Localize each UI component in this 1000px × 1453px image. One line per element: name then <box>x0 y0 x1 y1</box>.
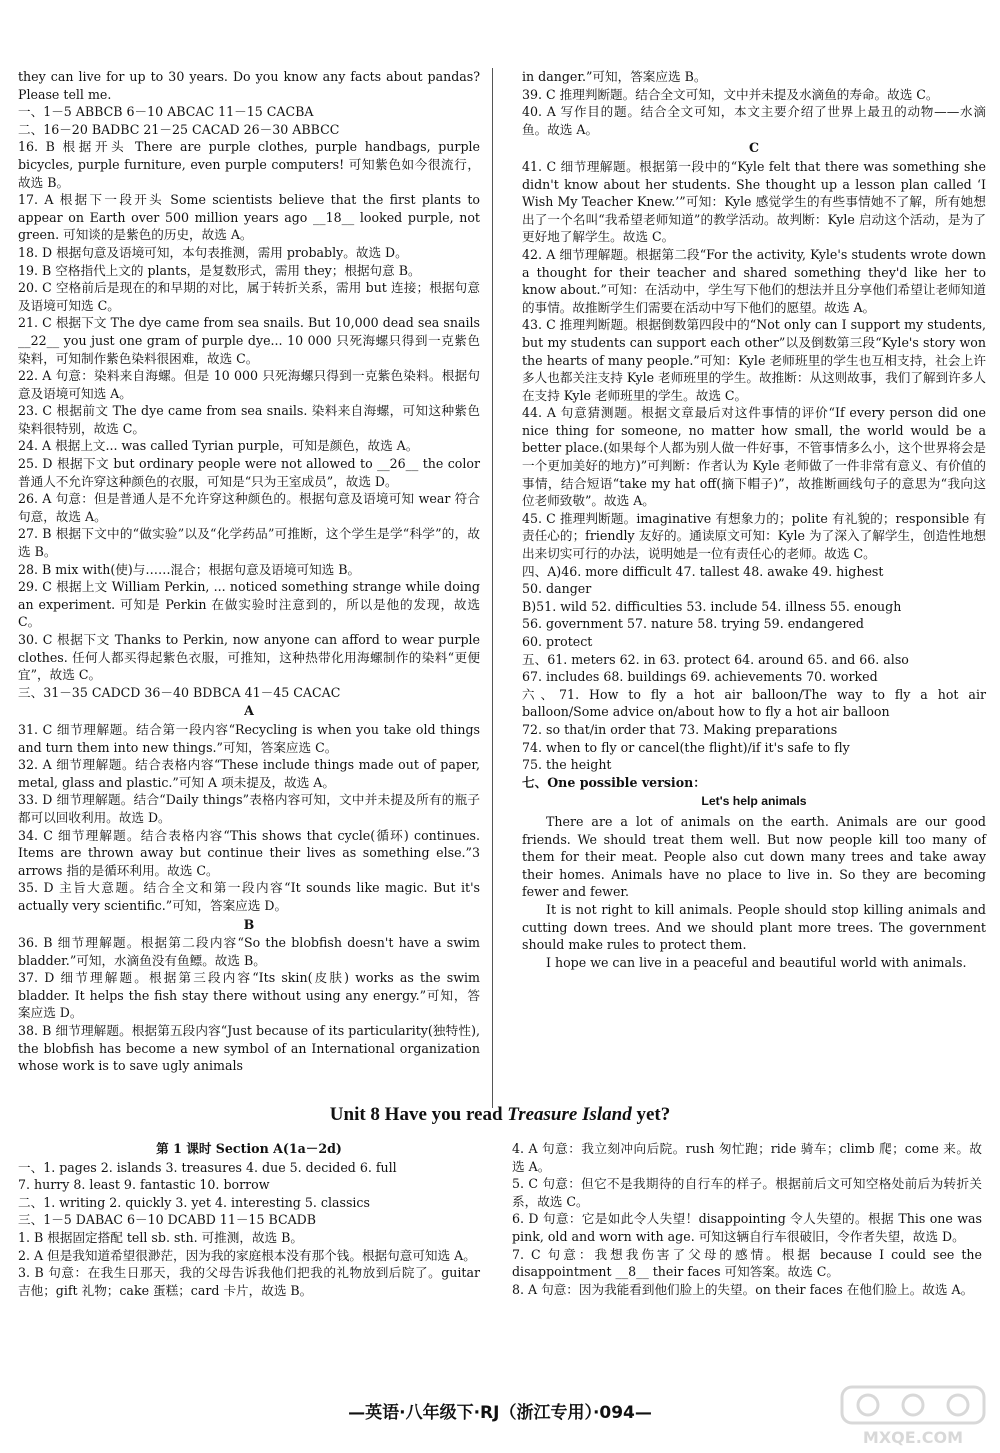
answer-line: 67. includes 68. buildings 69. achievements 70. worked <box>522 669 878 685</box>
answer-line: 27. B 根据下文中的“做实验”以及“化学药品”可推断，这个学生是学“科学”的，故选 B。 <box>18 526 480 560</box>
essay-label: 七、One possible version： <box>522 774 706 790</box>
answer-line: 四、A)46. more difficult 47. tallest 48. awake 49. highest <box>522 563 884 579</box>
answer-line: 72. so that/in order that 73. Making preparations <box>522 721 838 737</box>
answer-line: 17. A 根据下一段开头 Some scientists believe that the first plants to appear on Earth over 500 million years ago __18__ looked purple, not green. 可知谈的是紫色的历史，故选 A。 <box>18 192 480 243</box>
answer-line: 33. D 细节理解题。结合“Daily things”表格内容可知，文中并未提及所有的瓶子都可以回收利用。故选 D。 <box>18 792 480 825</box>
essay-title: Let's help animals <box>701 794 807 809</box>
section-letter: A <box>244 703 254 719</box>
answer-line: 39. C 推理判断题。结合全文可知，文中并未提及水滴鱼的寿命。故选 C。 <box>522 86 939 102</box>
right-column <box>522 68 986 971</box>
column-divider <box>492 68 493 1108</box>
answer-line: 30. C 根据下文 Thanks to Perkin, now anyone can afford to wear purple clothes. 任何人都买得起紫色衣服，可推知，这种热带化用海螺制作的染料“更便宜”，故选 C。 <box>18 632 480 683</box>
answer-line: B)51. wild 52. difficulties 53. include 54. illness 55. enough <box>522 598 902 614</box>
answer-line: 44. A 句意猜测题。根据文章最后对这件事情的评价“If every person did one nice thing for someone, no matter how small, the world would be a better place.(如果每个人都为别人做一件好事，不管事情多么小，这个世界将会是一个更加美好的地方)”可判断：作者认为 Kyle 老师做了一件非常有意义、有价值的事情，结合短语“take my hat off(摘下帽子)”，故推断画线句子的意思为“我向这位老师致敬”。故选 A。 <box>522 405 986 509</box>
answer-line: 31. C 细节理解题。结合第一段内容“Recycling is when you take old things and turn them into new things.”可知，答案应选 C。 <box>18 721 480 755</box>
essay-paragraph: There are a lot of animals on the earth. Animals are our good friends. We should treat them well. But now people kill too many of them for their meat. People also cut down many trees and take away their homes. Animals have no place to live in. So they are becoming fewer and fewer. <box>522 813 986 900</box>
answer-line: 25. D 根据下文 but ordinary people were not allowed to __26__ the color 普通人不允许穿这种颜色的衣服，可知是“只为王室成员”，故选 D。 <box>18 456 480 489</box>
watermark-logo-icon <box>838 1383 988 1427</box>
answer-line: 38. B 细节理解题。根据第五段内容“Just because of its particularity(独特性), the blobfish has become a new symbol of an International organization whose work is to save ugly animals <box>18 1023 480 1074</box>
answer-line: 18. D 根据句意及语境可知，本句表推测，需用 probably。故选 D。 <box>18 244 408 260</box>
unit-title <box>0 1104 1000 1126</box>
answer-line: 1. B 根据固定搭配 tell sb. sth. 可推测，故选 B。 <box>18 1229 304 1245</box>
answer-line: 一、1. pages 2. islands 3. treasures 4. due 5. decided 6. full <box>18 1159 397 1175</box>
answer-line: 56. government 57. nature 58. trying 59. endangered <box>522 616 864 632</box>
answer-line: 28. B mix with(使)与……混合；根据句意及语境可知选 B。 <box>18 561 361 577</box>
answer-line: 35. D 主旨大意题。结合全文和第一段内容“It sounds like magic. But it's actually very scientific.”可知，答案应选 D。 <box>18 880 480 913</box>
right-column-answers <box>522 68 986 774</box>
answer-line: 40. A 写作目的题。结合全文可知，本文主要介绍了世界上最丑的动物——水滴鱼。故选 A。 <box>522 104 986 137</box>
answer-line: 50. danger <box>522 581 592 597</box>
answer-line: 二、1. writing 2. quickly 3. yet 4. interesting 5. classics <box>18 1194 370 1210</box>
lesson-left-column <box>18 1140 480 1299</box>
answer-line: 60. protect <box>522 634 593 649</box>
answer-line: 二、16－20 BADBC 21－25 CACAD 26－30 ABBCC <box>18 121 340 137</box>
answer-line: 21. C 根据下文 The dye came from sea snails. But 10,000 dead sea snails __22__ you just one gram of purple dye... 10 000 只死海螺只得到一克紫色染料，可知制作紫色染料很困难，故选 C。 <box>18 315 480 366</box>
watermark-logo <box>838 1383 988 1447</box>
answer-line: 26. A 句意：但是普通人是不允许穿这种颜色的。根据句意及语境可知 wear 符合句意，故选 A。 <box>18 491 480 524</box>
answer-line: 24. A 根据上文... was called Tyrian purple，可知是颜色，故选 A。 <box>18 438 419 454</box>
essay-paragraph: It is not right to kill animals. People should stop killing animals and cutting down trees. And we should plant more trees. The government should make rules to protect them. <box>522 901 986 953</box>
answer-line: 2. A 但是我知道希望很渺茫，因为我的家庭根本没有那个钱。根据句意可知选 A。 <box>18 1247 476 1263</box>
page-footer: —英语·八年级下·RJ（浙江专用）·094— <box>348 1403 652 1423</box>
answer-line: 20. C 空格前后是现在的和早期的对比，属于转折关系，需用 but 连接；根据句意及语境可知选 C。 <box>18 280 480 313</box>
answer-line: 41. C 细节理解题。根据第一段中的“Kyle felt that there was something she didn't know about her students. She thought up a lesson plan called ‘I Wish My Teacher Knew.’”可知：Kyle 感觉学生的有些事情她不了解，所有她想出了一个名叫“我希望老师知道”的教学活动。故判断：Kyle 启动这个活动，是为了更好地了解学生。故选 C。 <box>522 158 986 245</box>
answer-line: 37. D 细节理解题。根据第三段内容“Its skin(皮肤) works as the swim bladder. It helps the fish stay there without using any energy.”可知，答案应选 D。 <box>18 970 480 1021</box>
answer-line: 3. B 句意：在我生日那天，我的父母告诉我他们把我的礼物放到后院了。guitar 吉他；gift 礼物；cake 蛋糕；card 卡片，故选 B。 <box>18 1265 480 1298</box>
essay-paragraph: I hope we can live in a peaceful and beautiful world with animals. <box>546 954 967 970</box>
lesson-left-answers <box>18 1159 480 1300</box>
answer-line: 34. C 细节理解题。结合表格内容“This shows that cycle(循环) continues. Items are thrown away but continue their lives as something else.”3 arrows 指的是循环利用。故选 C。 <box>18 827 480 878</box>
watermark-text: MXQE.COM <box>862 1428 964 1447</box>
unit-title-prefix: Unit 8 Have you read <box>329 1104 508 1125</box>
answer-line: 29. C 根据上文 William Perkin, ... noticed something strange while doing an experiment. 可知是 Perkin 在做实验时注意到的，所以是他的发现，故选 C。 <box>18 579 480 630</box>
lesson-right-column <box>512 1140 982 1298</box>
answer-line: 5. C 句意：但它不是我期待的自行车的样子。根据前后文可知空格处前后为转折关系，故选 C。 <box>512 1176 982 1209</box>
answer-line: 36. B 细节理解题。根据第二段内容“So the blobfish doesn't have a swim bladder.”可知，水滴鱼没有鱼鳔。故选 B。 <box>18 935 480 968</box>
section-letter: B <box>243 916 255 932</box>
answer-line: 22. A 句意：染料来自海螺。但是 10 000 只死海螺只得到一克紫色染料。根据句意及语境可知选 A。 <box>18 368 480 401</box>
unit-title-suffix: yet? <box>631 1104 671 1125</box>
answer-line: 45. C 推理判断题。imaginative 有想象力的；polite 有礼貌的；responsible 有责任心的；friendly 友好的。通读原文可知：Kyle 为了深入了解学生，创造性地想出来切实可行的办法，说明她是一位有责任心的老师。故选 C。 <box>522 510 986 562</box>
answer-line: 三、1－5 DABAC 6－10 DCABD 11－15 BCADB <box>18 1212 317 1228</box>
answer-line: 74. when to fly or cancel(the flight)/if it's safe to fly <box>522 739 850 755</box>
answer-line: 一、1－5 ABBCB 6－10 ABCAC 11－15 CACBA <box>18 104 314 120</box>
answer-line: 7. C 句意：我想我伤害了父母的感情。根据 because I could see the disappointment __8__ their faces 可知答案。故选 C。 <box>512 1246 982 1280</box>
answer-line: 19. B 空格指代上文的 plants，是复数形式，需用 they；根据句意 B。 <box>18 262 421 278</box>
answer-line: 43. C 推理判断题。根据倒数第四段中的“Not only can I support my students, but my students can support each other”以及倒数第三段“Kyle's story won the hearts of many people.”可知：Kyle 老师班里的学生也互相支持，社会上许多人也都关注支持 Kyle 老师班里的学生。故推断：从这则故事，我们了解到许多人在支持 Kyle 老师班里的学生。故选 C。 <box>522 317 986 403</box>
section-letter: C <box>748 140 760 156</box>
answer-line: 75. the height <box>522 757 612 773</box>
answer-line: 23. C 根据前文 The dye came from sea snails. 染料来自海螺，可知这种紫色染料很特别，故选 C。 <box>18 403 480 436</box>
answer-line: 6. D 句意：它是如此令人失望！disappointing 令人失望的。根据 This one was pink, old and worn with age. 可知这辆自行车很破旧，令作者失望，故选 D。 <box>512 1211 982 1244</box>
answer-line: they can live for up to 30 years. Do you know any facts about pandas? Please tell me. <box>18 69 480 102</box>
answer-line: 三、31－35 CADCD 36－40 BDBCA 41－45 CACAC <box>18 684 341 700</box>
unit-title-book: Treasure Island <box>507 1104 632 1125</box>
answer-line: 16. B 根据开头 There are purple clothes, purple handbags, purple bicycles, purple furniture, even purple computers! 可知紫色如今很流行，故选 B。 <box>18 139 480 190</box>
lesson-title: 第 1 课时 Section A(1a－2d) <box>156 1141 342 1156</box>
left-column <box>18 68 480 1075</box>
answer-line: 8. A 句意：因为我能看到他们脸上的失望。on their faces 在他们脸上。故选 A。 <box>512 1281 974 1297</box>
answer-line: 42. A 细节理解题。根据第二段“For the activity, Kyle's students wrote down a thought for their teacher and shared something they'd like her to know about.”可知：在活动中，学生写下他们的想法并且分享他们希望让老师知道的事情。故推断学生们需要在活动中写下他们的愿望。故选 A。 <box>522 246 986 315</box>
answer-line: 五、61. meters 62. in 63. protect 64. around 65. and 66. also <box>522 651 909 667</box>
answer-line: in danger.”可知，答案应选 B。 <box>522 69 707 84</box>
answer-line: 六、71. How to fly a hot air balloon/The way to fly a hot air balloon/Some advice on/about how to fly a hot air balloon <box>522 686 986 720</box>
lesson-right-answers <box>512 1140 982 1298</box>
answer-line: 4. A 句意：我立刻冲向后院。rush 匆忙跑；ride 骑车；climb 爬；come 来。故选 A。 <box>512 1141 982 1174</box>
answer-line: 7. hurry 8. least 9. fantastic 10. borrow <box>18 1177 270 1193</box>
answer-line: 32. A 细节理解题。结合表格内容“These include things made out of paper, metal, glass and plastic.”可知 A 项未提及，故选 A。 <box>18 757 480 790</box>
